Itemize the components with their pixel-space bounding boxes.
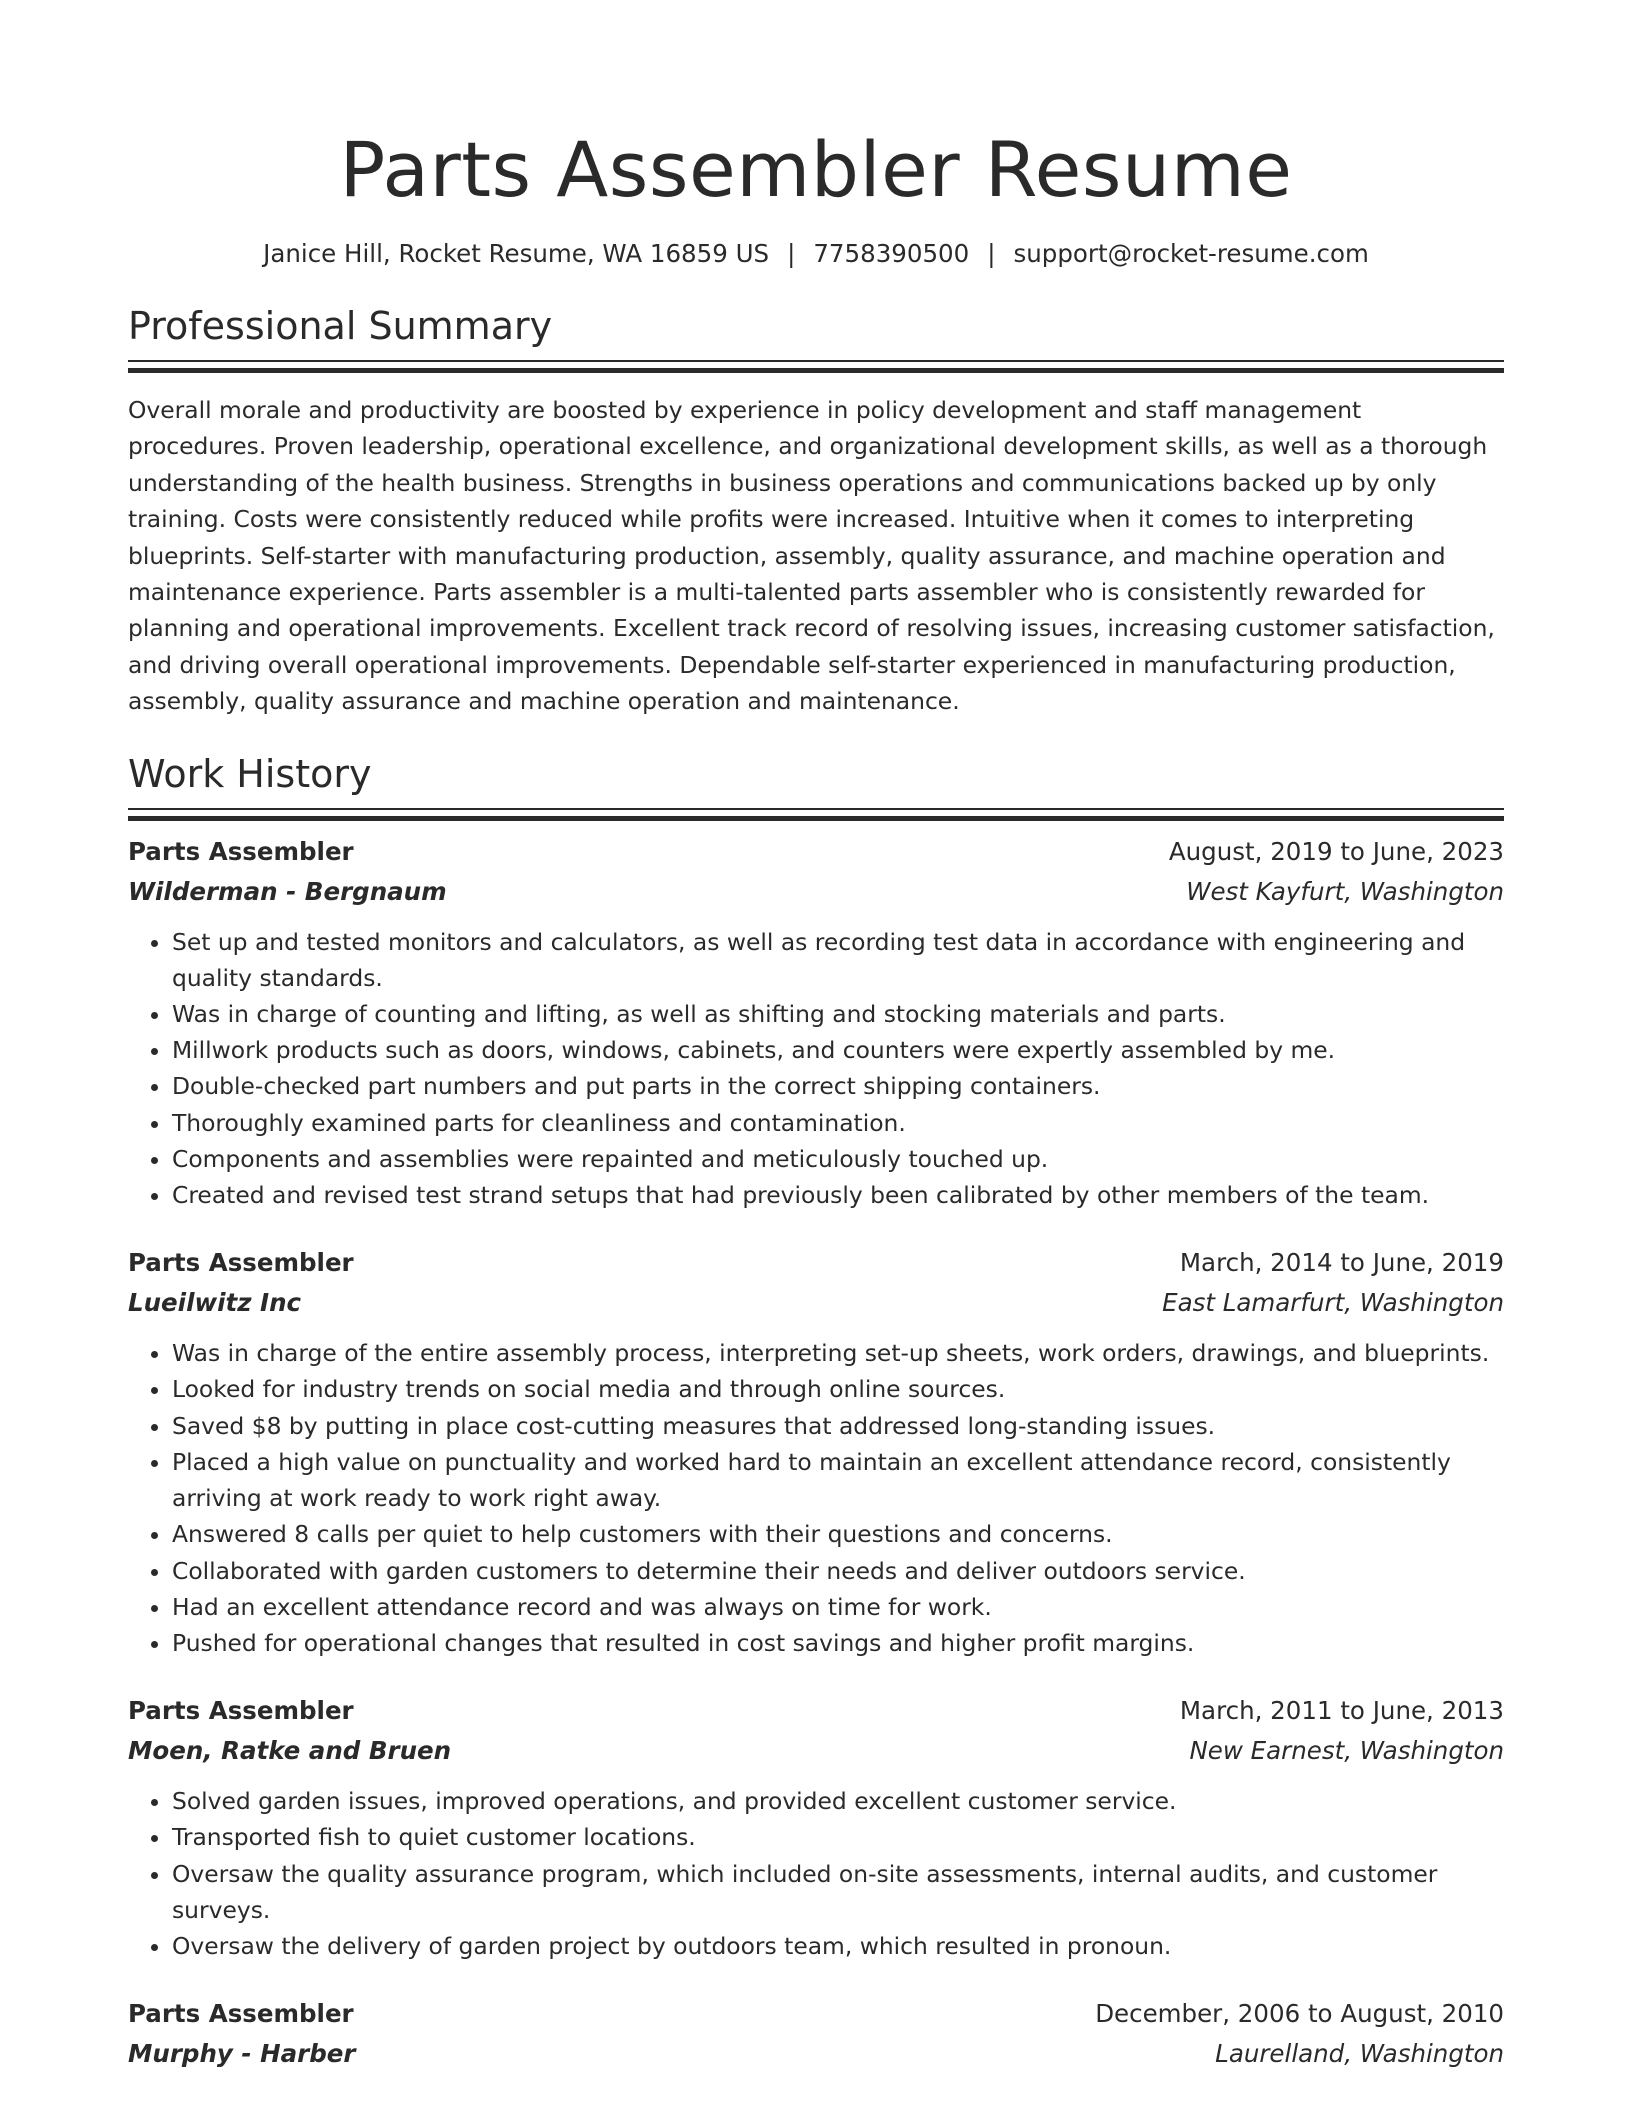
job-company-row bbox=[128, 872, 1504, 912]
job-bullet: • Looked for industry trends on social media and through online sources. bbox=[172, 1371, 1504, 1407]
contact-phone: 7758390500 bbox=[813, 239, 970, 268]
job-bullet-list bbox=[128, 924, 1504, 1214]
job-bullet: • Oversaw the quality assurance program, which included on-site assessments, internal audits, and customer surveys. bbox=[172, 1856, 1504, 1928]
job-bullet: • Was in charge of counting and lifting, as well as shifting and stocking materials and parts. bbox=[172, 996, 1504, 1032]
job-dates: March, 2014 to June, 2019 bbox=[1179, 1248, 1504, 1278]
job-bullet: • Pushed for operational changes that resulted in cost savings and higher profit margins. bbox=[172, 1625, 1504, 1661]
job-company-row bbox=[128, 1731, 1504, 1771]
job-dates: August, 2019 to June, 2023 bbox=[1168, 836, 1504, 866]
job-bullet-list bbox=[128, 1783, 1504, 1964]
job-list bbox=[128, 832, 1504, 2074]
job-entry bbox=[128, 1994, 1504, 2074]
job-bullet: • Answered 8 calls per quiet to help customers with their questions and concerns. bbox=[172, 1516, 1504, 1552]
job-bullet: • Thoroughly examined parts for cleanliness and contamination. bbox=[172, 1105, 1504, 1141]
resume-page bbox=[128, 0, 1504, 2074]
job-bullet: • Oversaw the delivery of garden project by outdoors team, which resulted in pronoun. bbox=[172, 1928, 1504, 1964]
section-divider bbox=[128, 808, 1504, 820]
job-bullet: • Solved garden issues, improved operations, and provided excellent customer service. bbox=[172, 1783, 1504, 1819]
job-location: New Earnest, Washington bbox=[1189, 1736, 1504, 1766]
job-company: Lueilwitz Inc bbox=[128, 1288, 302, 1318]
job-header-row bbox=[128, 1243, 1504, 1283]
job-location: Laurelland, Washington bbox=[1215, 2039, 1504, 2069]
section-divider bbox=[128, 360, 1504, 372]
resume-title: Parts Assembler Resume bbox=[339, 125, 1293, 214]
summary-paragraph: Overall morale and productivity are boosted by experience in policy development and staff management procedures. Proven leadership, operational excellence, and organizational development skills, as well as a thorough understanding of the health business. Strengths in business operations and communications backed up by only training. Costs were consistently reduced while profits were increased. Intuitive when it comes to interpreting blueprints. Self-starter with manufacturing production, assembly, quality assurance, and machine operation and maintenance experience. Parts assembler is a multi-talented parts assembler who is consistently rewarded for planning and operational improvements. Excellent track record of resolving issues, increasing customer satisfaction, and driving overall operational improvements. Dependable self-starter experienced in manufacturing production, assembly, quality assurance and machine operation and maintenance. bbox=[128, 396, 1495, 716]
professional-summary-section bbox=[128, 300, 1504, 720]
section-heading-work-history: Work History bbox=[128, 751, 372, 796]
job-bullet: • Transported fish to quiet customer locations. bbox=[172, 1819, 1504, 1855]
contact-email: support@rocket-resume.com bbox=[1013, 239, 1369, 268]
section-heading-summary: Professional Summary bbox=[128, 304, 553, 348]
job-company: Wilderman - Bergnaum bbox=[128, 876, 447, 906]
job-bullet: • Saved $8 by putting in place cost-cutting measures that addressed long-standing issues. bbox=[172, 1408, 1504, 1444]
contact-separator: | bbox=[787, 239, 796, 268]
job-bullet: • Components and assemblies were repainted and meticulously touched up. bbox=[172, 1141, 1504, 1177]
job-bullet: • Set up and tested monitors and calculators, as well as recording test data in accordance with engineering and quality standards. bbox=[172, 924, 1504, 996]
job-location: West Kayfurt, Washington bbox=[1186, 876, 1504, 906]
job-header-row bbox=[128, 832, 1504, 872]
job-title: Parts Assembler bbox=[128, 836, 354, 866]
job-company: Moen, Ratke and Bruen bbox=[128, 1736, 452, 1766]
job-title: Parts Assembler bbox=[128, 1248, 354, 1278]
job-dates: December, 2006 to August, 2010 bbox=[1095, 1999, 1504, 2029]
job-entry bbox=[128, 1691, 1504, 1964]
job-company-row bbox=[128, 1283, 1504, 1323]
job-bullet: • Millwork products such as doors, windows, cabinets, and counters were expertly assembled by me. bbox=[172, 1032, 1504, 1068]
job-bullet: • Had an excellent attendance record and was always on time for work. bbox=[172, 1589, 1504, 1625]
job-entry bbox=[128, 832, 1504, 1214]
job-bullet: • Collaborated with garden customers to determine their needs and deliver outdoors service. bbox=[172, 1553, 1504, 1589]
job-company: Murphy - Harber bbox=[128, 2039, 356, 2069]
job-location: East Lamarfurt, Washington bbox=[1162, 1288, 1504, 1318]
job-entry bbox=[128, 1243, 1504, 1661]
contact-line bbox=[128, 236, 1504, 272]
contact-separator: | bbox=[987, 239, 996, 268]
job-title: Parts Assembler bbox=[128, 1999, 354, 2029]
job-bullet: • Double-checked part numbers and put parts in the correct shipping containers. bbox=[172, 1068, 1504, 1104]
job-bullet: • Placed a high value on punctuality and worked hard to maintain an excellent attendance record, consistently arriving at work ready to work right away. bbox=[172, 1444, 1504, 1516]
job-header-row bbox=[128, 1994, 1504, 2034]
work-history-section bbox=[128, 748, 1504, 2074]
job-title: Parts Assembler bbox=[128, 1696, 354, 1726]
job-dates: March, 2011 to June, 2013 bbox=[1179, 1696, 1504, 1726]
job-bullet: • Created and revised test strand setups that had previously been calibrated by other members of the team. bbox=[172, 1177, 1504, 1213]
contact-address: Janice Hill, Rocket Resume, WA 16859 US bbox=[263, 239, 770, 268]
job-bullet: • Was in charge of the entire assembly process, interpreting set-up sheets, work orders, drawings, and blueprints. bbox=[172, 1335, 1504, 1371]
job-bullet-list bbox=[128, 1335, 1504, 1661]
job-company-row bbox=[128, 2034, 1504, 2074]
job-header-row bbox=[128, 1691, 1504, 1731]
